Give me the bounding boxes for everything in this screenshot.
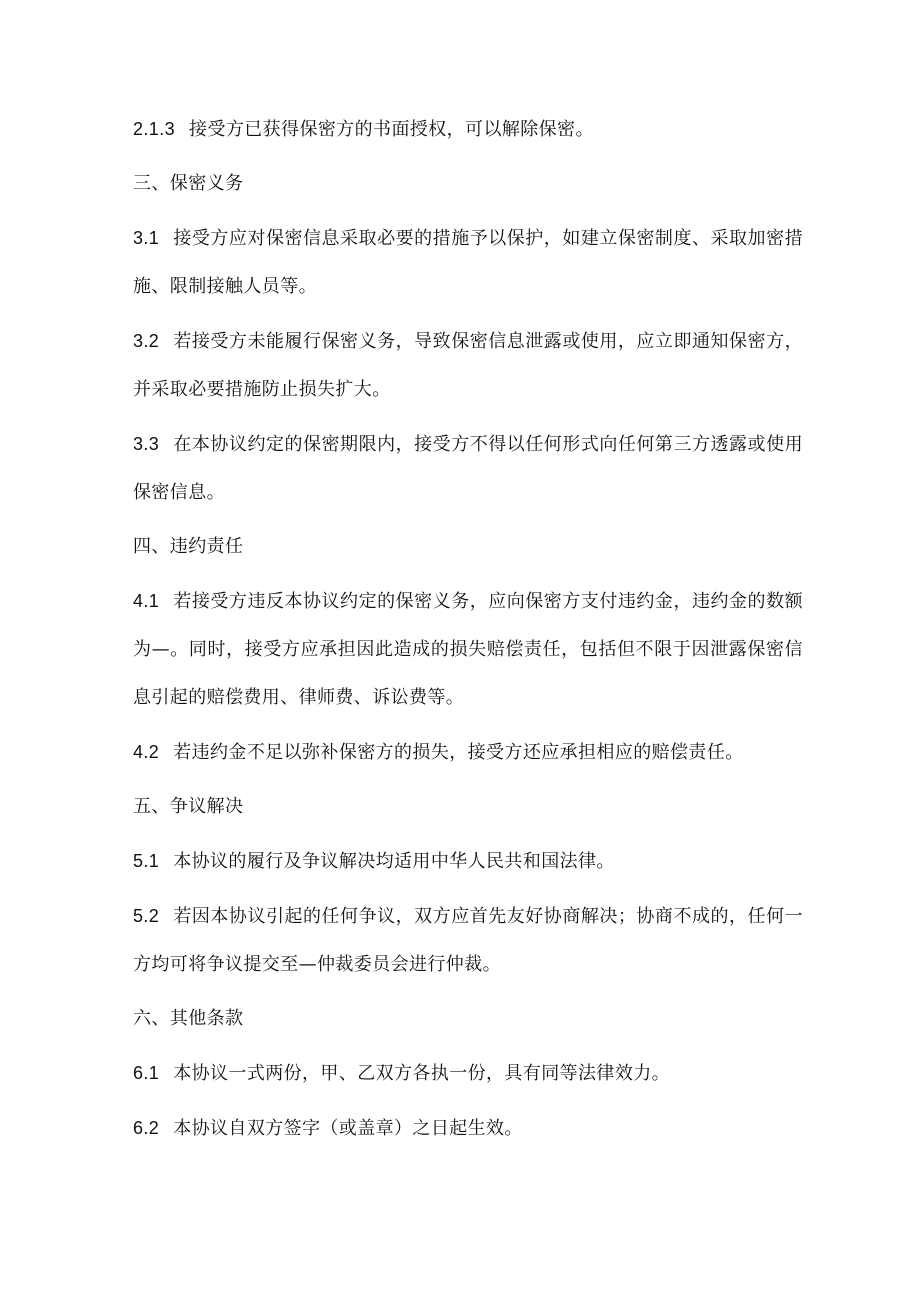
clause-4-2 [133,728,803,777]
clause-text: 接受方已获得保密方的书面授权，可以解除保密。 [189,119,594,140]
clause-number: 6.1 [133,1063,160,1083]
clause-text: 若违约金不足以弥补保密方的损失，接受方还应承担相应的赔偿责任。 [173,742,744,763]
clause-3-1 [133,214,803,311]
clause-number: 4.2 [133,742,160,762]
clause-3-3 [133,420,803,517]
clause-6-2 [133,1104,803,1153]
clause-5-1 [133,837,803,886]
clause-number: 3.3 [133,434,160,454]
clause-text: 接受方应对保密信息采取必要的措施予以保护，如建立保密制度、采取加密措施、限制接触人员等。 [133,228,803,297]
clause-number: 5.2 [133,906,160,926]
clause-4-1 [133,577,803,722]
document-body [133,105,803,1159]
clause-number: 6.2 [133,1118,160,1138]
clause-number: 3.1 [133,228,160,248]
section-heading-6: 六、其他条款 [133,1008,244,1029]
section-heading-3: 三、保密义务 [133,173,244,194]
clause-number: 5.1 [133,851,160,871]
clause-text: 本协议自双方签字（或盖章）之日起生效。 [173,1118,523,1139]
clause-3-2 [133,317,803,414]
clause-text: 本协议的履行及争议解决均适用中华人民共和国法律。 [173,851,615,872]
clause-number: 3.2 [133,331,160,351]
clause-text: 本协议一式两份，甲、乙双方各执一份，具有同等法律效力。 [173,1063,671,1084]
clause-2-1-3 [133,105,803,154]
clause-text: 在本协议约定的保密期限内，接受方不得以任何形式向任何第三方透露或使用保密信息。 [133,434,803,503]
clause-text: 若接受方未能履行保密义务，导致保密信息泄露或使用，应立即通知保密方，并采取必要措施防止损失扩大。 [133,331,803,400]
clause-text: 若接受方违反本协议约定的保密义务，应向保密方支付违约金，违约金的数额为—。同时，接受方应承担因此造成的损失赔偿责任，包括但不限于因泄露保密信息引起的赔偿费用、律师费、诉讼费等。 [133,591,803,708]
section-heading-4: 四、违约责任 [133,536,244,557]
clause-text: 若因本协议引起的任何争议，双方应首先友好协商解决；协商不成的，任何一方均可将争议提交至—仲裁委员会进行仲裁。 [133,906,803,975]
section-heading-5: 五、争议解决 [133,796,244,817]
clause-6-1 [133,1049,803,1098]
clause-5-2 [133,892,803,989]
clause-number: 2.1.3 [133,119,176,139]
clause-number: 4.1 [133,591,160,611]
